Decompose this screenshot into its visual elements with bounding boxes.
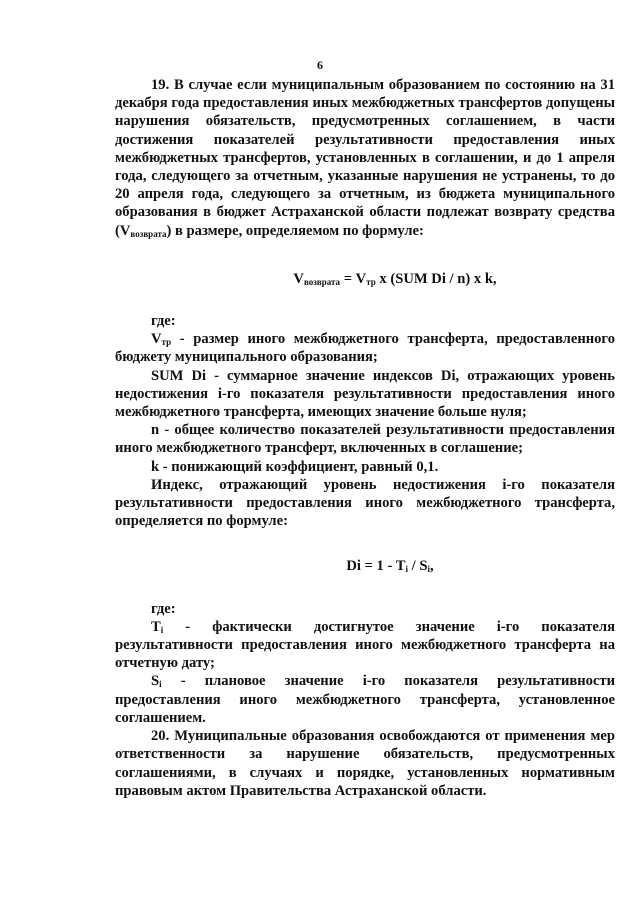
paragraph-19-text: 19. В случае если муниципальным образованием по состоянию на 31 декабря года предоставления иных межбюджетных трансфертов допущены нарушения обязательств, предусмотренных соглашением, в части достижения показателей результативности предоставления иных межбюджетных трансфертов, установленных в соглашении, и до 1 апреля года, следующего за отчетным, указанные нарушения не устранены, то до 20 апреля года, следующего за отчетным, из бюджета муниципального образования в бюджет Астраханской области подлежат возврату средства (V xyxy=(115,77,615,239)
formula1-v-subscript: возврата xyxy=(303,276,341,287)
where-label-2: где: xyxy=(151,600,176,617)
definition-vtr xyxy=(115,330,615,366)
paragraph-19-subscript: возврата xyxy=(130,228,167,239)
formula2-s-subscript: i xyxy=(427,564,430,575)
def-ti-text: - фактически достигнутое значение i-го показателя результативности предоставления иного межбюджетного трансферта на отчетную дату; xyxy=(115,618,615,672)
definition-n: n - общее количество показателей результативности предоставления иного межбюджетного трансферт, включенных в соглашение; xyxy=(115,422,615,457)
def-si-subscript: i xyxy=(159,679,162,690)
formula2-end: , xyxy=(429,558,434,575)
def-ti-subscript: i xyxy=(160,624,164,635)
where-label-1: где: xyxy=(151,313,176,330)
formula-index-di xyxy=(115,557,615,575)
formula1-equals: = V xyxy=(340,270,367,287)
formula1-rest: x (SUM Di / n) x k, xyxy=(375,270,497,287)
formula2-start: Di = 1 - T xyxy=(346,558,406,575)
def-si-symbol: S xyxy=(151,673,160,690)
page-number: 6 xyxy=(317,58,323,72)
paragraph-19 xyxy=(115,76,615,240)
formula-return-amount xyxy=(115,270,615,288)
formula1-v: V xyxy=(293,270,304,287)
def-vtr-subscript: тр xyxy=(161,337,172,348)
def-si-text: - плановое значение i-го показателя результативности предоставления иного межбюджетного трансферта, установленное соглашением. xyxy=(115,673,615,726)
document-body xyxy=(115,76,615,800)
paragraph-19-tail: ) в размере, определяемом по формуле: xyxy=(166,222,424,239)
definition-sum-di: SUM Di - суммарное значение индексов Di, отражающих уровень недостижения i-го показателя результативности предоставления иного межбюджетного трансферта, имеющих значение больше нуля; xyxy=(115,367,615,421)
formula2-mid: / S xyxy=(408,558,428,575)
formula1-tr-subscript: тр xyxy=(366,276,376,287)
paragraph-20: 20. Муниципальные образования освобождаются от применения мер ответственности за нарушение обязательств, предусмотренных соглашениями, в случаях и порядке, установленных нормативным правовым актом Правительства Астраханской области. xyxy=(115,728,615,799)
formula2-t-subscript: i xyxy=(405,564,408,575)
def-ti-symbol: T xyxy=(151,618,161,635)
definition-si xyxy=(115,672,615,727)
def-vtr-text: - размер иного межбюджетного трансферта, предоставленного бюджету муниципального образования; xyxy=(115,331,615,366)
definition-k: k - понижающий коэффициент, равный 0,1. xyxy=(151,458,439,475)
definition-ti xyxy=(115,618,615,673)
def-vtr-symbol: V xyxy=(151,331,162,348)
index-intro: Индекс, отражающий уровень недостижения i-го показателя результативности предоставления иного межбюджетного трансферта, определяется по формуле: xyxy=(115,476,615,530)
